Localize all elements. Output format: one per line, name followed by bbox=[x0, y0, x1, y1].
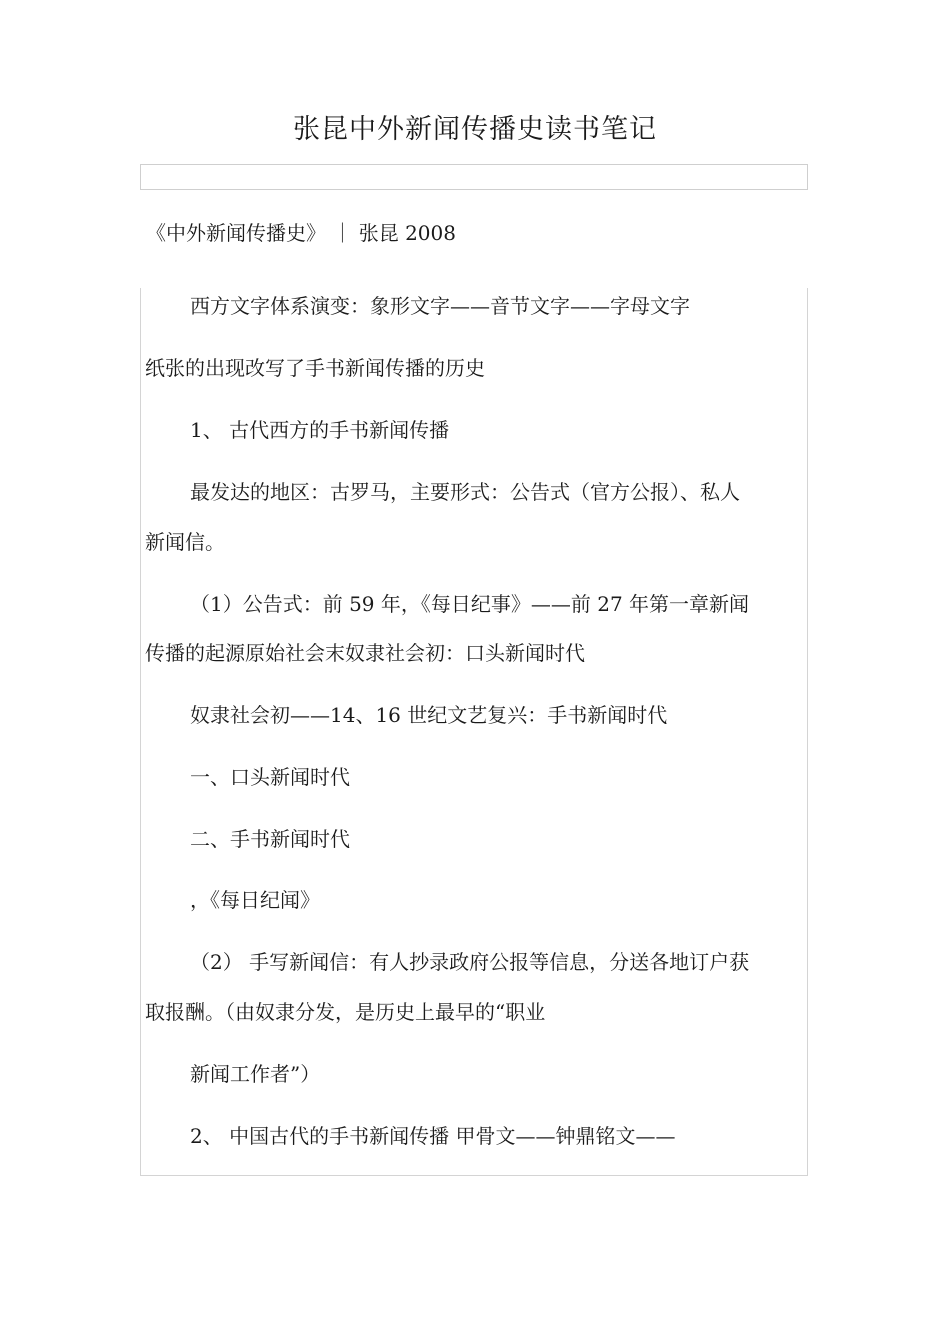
paragraph-line: 传播的起源原始社会末奴隶社会初：口头新闻时代 bbox=[145, 641, 585, 665]
paragraph-line: 西方文字体系演变：象形文字——音节文字——字母文字 bbox=[190, 294, 690, 318]
book-citation: 《中外新闻传播史》 ｜ 张昆 2008 bbox=[146, 221, 456, 245]
section-heading: 2、 中国古代的手书新闻传播 甲骨文——钟鼎铭文—— bbox=[190, 1124, 676, 1148]
paragraph-line: （2） 手写新闻信：有人抄录政府公报等信息，分送各地订户获 bbox=[190, 950, 750, 974]
paragraph-line: 最发达的地区：古罗马，主要形式：公告式（官方公报）、私人 bbox=[190, 480, 740, 504]
section-heading: 1、 古代西方的手书新闻传播 bbox=[190, 418, 450, 442]
paragraph-line: 取报酬。（由奴隶分发，是历史上最早的“职业 bbox=[145, 1000, 546, 1024]
paragraph-line: 奴隶社会初——14、16 世纪文艺复兴：手书新闻时代 bbox=[190, 703, 668, 727]
paragraph-line: 新闻工作者”） bbox=[190, 1062, 321, 1086]
paragraph-line: ，《每日纪闻》 bbox=[190, 888, 320, 912]
empty-header-box bbox=[140, 164, 808, 190]
paragraph-line: 纸张的出现改写了手书新闻传播的历史 bbox=[145, 356, 485, 380]
paragraph-line: （1）公告式：前 59 年，《每日纪事》——前 27 年第一章新闻 bbox=[190, 592, 750, 616]
section-heading: 一、口头新闻时代 bbox=[190, 765, 350, 789]
paragraph-line: 新闻信。 bbox=[145, 530, 225, 554]
section-heading: 二、手书新闻时代 bbox=[190, 827, 350, 851]
document-title: 张昆中外新闻传播史读书笔记 bbox=[293, 114, 657, 145]
